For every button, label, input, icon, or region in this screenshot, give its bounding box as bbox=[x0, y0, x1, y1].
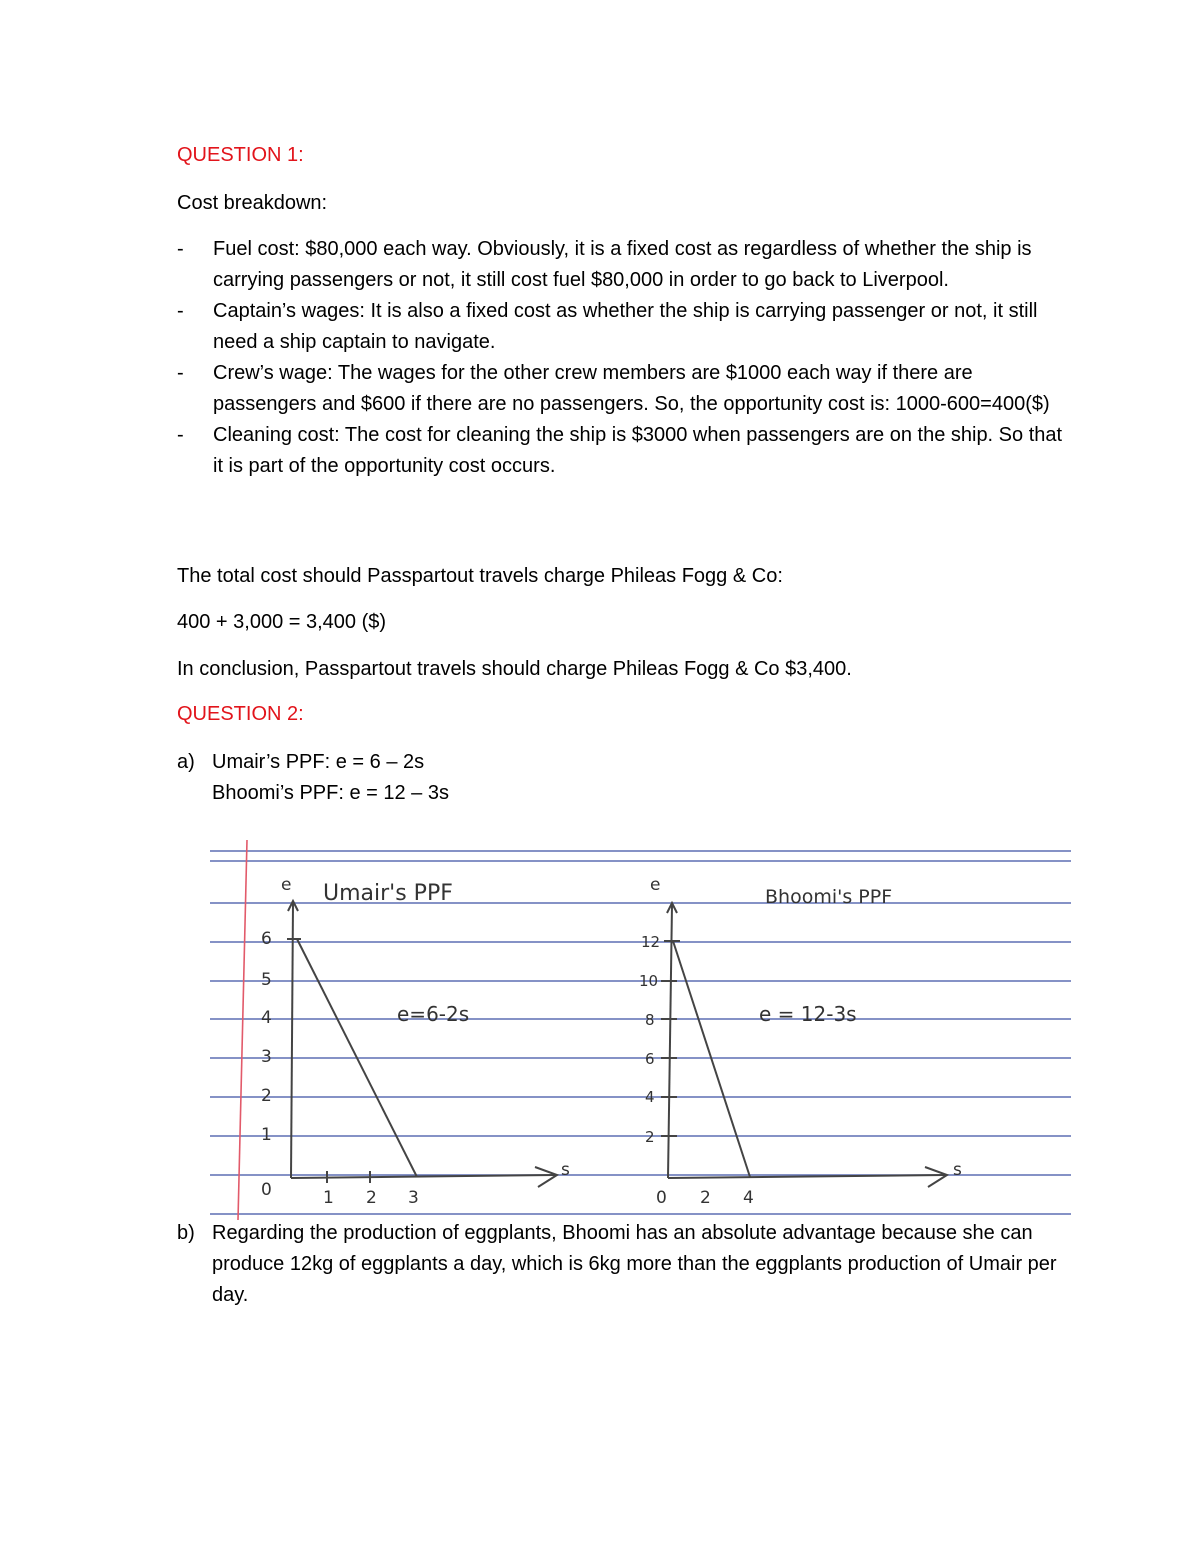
umair-y-axis bbox=[291, 903, 293, 1178]
bhoomi-x-tick: 2 bbox=[700, 1188, 711, 1208]
umair-x-tick: 2 bbox=[366, 1188, 377, 1208]
bhoomi-y-tick: 6 bbox=[645, 1050, 655, 1068]
question-1-heading: QUESTION 1: bbox=[177, 144, 304, 166]
bhoomi-origin: 0 bbox=[656, 1188, 667, 1208]
bhoomi-y-tick: 10 bbox=[639, 972, 659, 990]
umair-x-tick: 3 bbox=[408, 1188, 419, 1208]
bhoomi-x-axis-label: s bbox=[953, 1160, 962, 1180]
bhoomi-x-tick: 4 bbox=[743, 1188, 754, 1208]
umair-y-tick: 6 bbox=[261, 929, 272, 949]
bhoomi-x-arrow bbox=[925, 1167, 947, 1187]
answer-b-marker: b) bbox=[177, 1222, 195, 1244]
umair-y-tick: 4 bbox=[261, 1008, 272, 1028]
list-item: - Cleaning cost: The cost for cleaning the ship is $3000 when passengers are on the ship. So that it is part of the opportunity cost occurs. bbox=[177, 420, 1077, 482]
answer-a-marker: a) bbox=[177, 751, 195, 773]
list-item: - Crew’s wage: The wages for the other crew members are $1000 each way if there are passengers and $600 if there are no passengers. So, the opportunity cost is: 1000-600=400($) bbox=[177, 358, 1077, 420]
umair-y-tick: 2 bbox=[261, 1086, 272, 1106]
bhoomi-y-axis-label: e bbox=[650, 875, 661, 895]
bhoomi-graph bbox=[661, 903, 947, 1187]
cost-breakdown-intro: Cost breakdown: bbox=[177, 192, 328, 214]
margin-line bbox=[238, 840, 247, 1220]
bhoomi-equation: e = 12-3s bbox=[759, 1002, 857, 1026]
bhoomi-ppf-equation: Bhoomi’s PPF: e = 12 – 3s bbox=[212, 782, 449, 804]
umair-ppf-equation: Umair’s PPF: e = 6 – 2s bbox=[212, 751, 425, 773]
bhoomi-graph-title: Bhoomi's PPF bbox=[765, 886, 893, 908]
cost-breakdown-list bbox=[177, 234, 1077, 482]
umair-graph-title: Umair's PPF bbox=[323, 881, 453, 906]
bhoomi-ppf-line bbox=[673, 941, 750, 1177]
umair-x-tick: 1 bbox=[323, 1188, 334, 1208]
umair-y-tick: 5 bbox=[261, 970, 272, 990]
bhoomi-y-tick: 12 bbox=[641, 933, 661, 951]
list-item: - Fuel cost: $80,000 each way. Obviously, it is a fixed cost as regardless of whether the ship is carrying passengers or not, it still cost fuel $80,000 in order to go back to Liverpool. bbox=[177, 234, 1077, 296]
umair-y-tick: 3 bbox=[261, 1047, 272, 1067]
conclusion: In conclusion, Passpartout travels should charge Phileas Fogg & Co $3,400. bbox=[177, 658, 852, 680]
umair-x-arrow bbox=[535, 1167, 557, 1187]
umair-equation: e=6-2s bbox=[397, 1002, 470, 1026]
total-cost-equation: 400 + 3,000 = 3,400 ($) bbox=[177, 611, 387, 633]
answer-a bbox=[177, 747, 1077, 809]
ppf-sketch bbox=[205, 835, 1075, 1220]
bhoomi-y-tick: 2 bbox=[645, 1128, 655, 1146]
umair-y-tick: 1 bbox=[261, 1125, 272, 1145]
umair-graph bbox=[287, 901, 557, 1187]
umair-origin: 0 bbox=[261, 1180, 272, 1200]
bhoomi-y-tick: 4 bbox=[645, 1088, 655, 1106]
list-item: - Captain’s wages: It is also a fixed cost as whether the ship is carrying passenger or not, it still need a ship captain to navigate. bbox=[177, 296, 1077, 358]
umair-x-axis-label: s bbox=[561, 1160, 570, 1180]
total-cost-line: The total cost should Passpartout travels charge Phileas Fogg & Co: bbox=[177, 565, 783, 587]
umair-y-axis-label: e bbox=[281, 875, 292, 895]
bhoomi-y-axis bbox=[668, 905, 672, 1178]
answer-b-text: Regarding the production of eggplants, Bhoomi has an absolute advantage because she can produce 12kg of eggplants a day, which is 6kg more than the eggplants production of Umair per day. bbox=[212, 1222, 1057, 1306]
bhoomi-y-tick: 8 bbox=[645, 1011, 655, 1029]
question-2-heading: QUESTION 2: bbox=[177, 703, 304, 725]
answer-b bbox=[177, 1218, 1077, 1311]
